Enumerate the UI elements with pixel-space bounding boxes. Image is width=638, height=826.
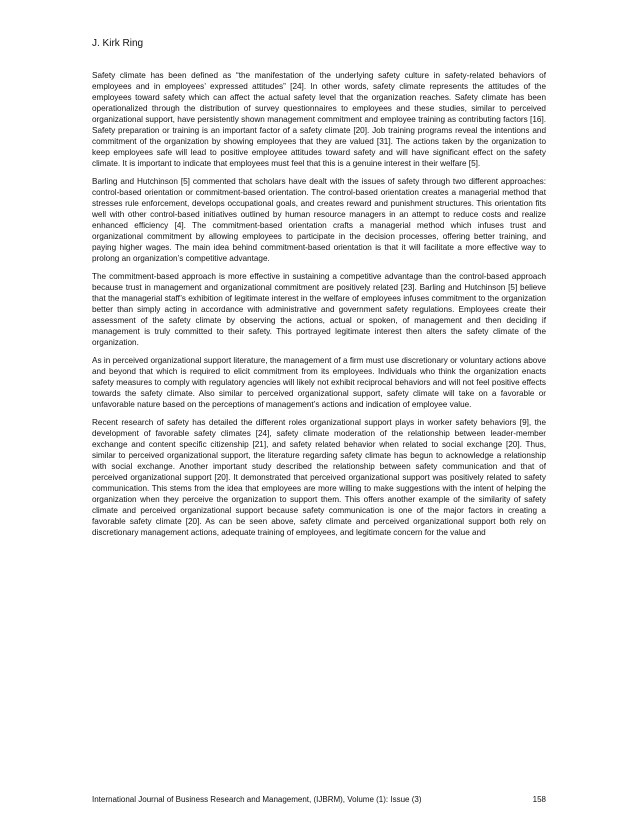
paragraph-recent-research: Recent research of safety has detailed the different roles organizational support plays in worker safety behaviors [9], the development of favorable safety climates [24], safety climate moderation of the relationship between leader-member exchange and content specific citizenship [21], and safety related behavior when related to social exchange [20]. Thus, similar to perceived organizational support, the literature regarding safety climate has begun to acknowledge a relationship with social exchange. Another important study described the relationship between safety communication and that of perceived organizational support [20]. It demonstrated that perceived organizational support was positively related to safety communication. This stems from the idea that employees are more willing to make suggestions with the intent of helping the organization when they perceive the organization to support them. This offers another example of the similarity of safety climate and perceived organizational support because safety communication is one of the major factors in creating a favorable safety climate [20]. As can be seen above, safety climate and perceived organizational support both rely on discretionary management actions, adequate training of employees, and legitimate concern for the value and [92,418,546,537]
paragraph-safety-climate-definition: Safety climate has been defined as “the manifestation of the underlying safety culture in safety-related behaviors of employees and in employees’ expressed attitudes” [24]. In other words, safety climate represents the attitudes of the employees toward safety which can affect the actual safety level that the organization reaches. Safety climate has been operationalized through the distribution of survey questionnaires to employees and these studies, similar to perceived organizational support, have persistently shown management commitment and employee training as contributing factors [16]. Safety preparation or training is an important factor of a safety climate [20]. Job training programs reveal the intentions and commitment of the organization by showing employees that they are valued [31]. The actions taken by the organization to keep employees safe will lead to positive employee attitudes toward safety and will have significant effect on the safety climate. It is important to indicate that employees must feel that this is a genuine interest in their welfare [5]. [92,71,546,168]
footer-journal-citation: International Journal of Business Research and Management, (IJBRM), Volume (1): Issue (3) [92,795,422,804]
page-number: 158 [532,795,546,804]
body-text [92,70,546,545]
paragraph-commitment-based-approach: The commitment-based approach is more effective in sustaining a competitive advantage than the control-based approach because trust in management and organizational commitment are positively related [23]. Barling and Hutchinson [5] believe that the managerial staff’s exhibition of legitimate interest in the welfare of employees infuses commitment to the organization better than simply acting in accordance with administrative and government safety regulations. Employees create their assessment of the safety climate by observing the actions, actual or spoken, of management and then deciding if management is truly committed to their safety. This portrayed legitimate interest then alters the safety climate of the organization. [92,272,546,347]
paragraph-perceived-organizational-support: As in perceived organizational support literature, the management of a firm must use discretionary or voluntary actions above and beyond that which is required to elicit commitment from its employees. Individuals who think the organization enacts safety measures to comply with regulatory agencies will likely not exhibit reciprocal behaviors and will not feel positive effects towards the safety climate. Also similar to perceived organizational support, safety climate will take on a favorable or unfavorable nature based on the perceptions of management’s actions and indication of employee value. [92,356,546,409]
paragraph-barling-hutchinson-approaches: Barling and Hutchinson [5] commented that scholars have dealt with the issues of safety through two different approaches: control-based orientation or commitment-based orientation. The control-based orientation creates a managerial method that stresses rule enforcement, develops occupational goals, and creates reward and punishment structures. This orientation fits well with other control-based initiatives outlined by human resource managers in an attempt to reduce costs and realize enhanced efficiency [4]. The commitment-based orientation crafts a managerial method which infuses trust and organizational commitment by allowing employees to participate in the decision processes, offering better training, and paying higher wages. The main idea behind commitment-based orientation is that it will facilitate a more effective way to prolong an organization’s competitive advantage. [92,177,546,263]
running-head-author: J. Kirk Ring [92,38,144,49]
